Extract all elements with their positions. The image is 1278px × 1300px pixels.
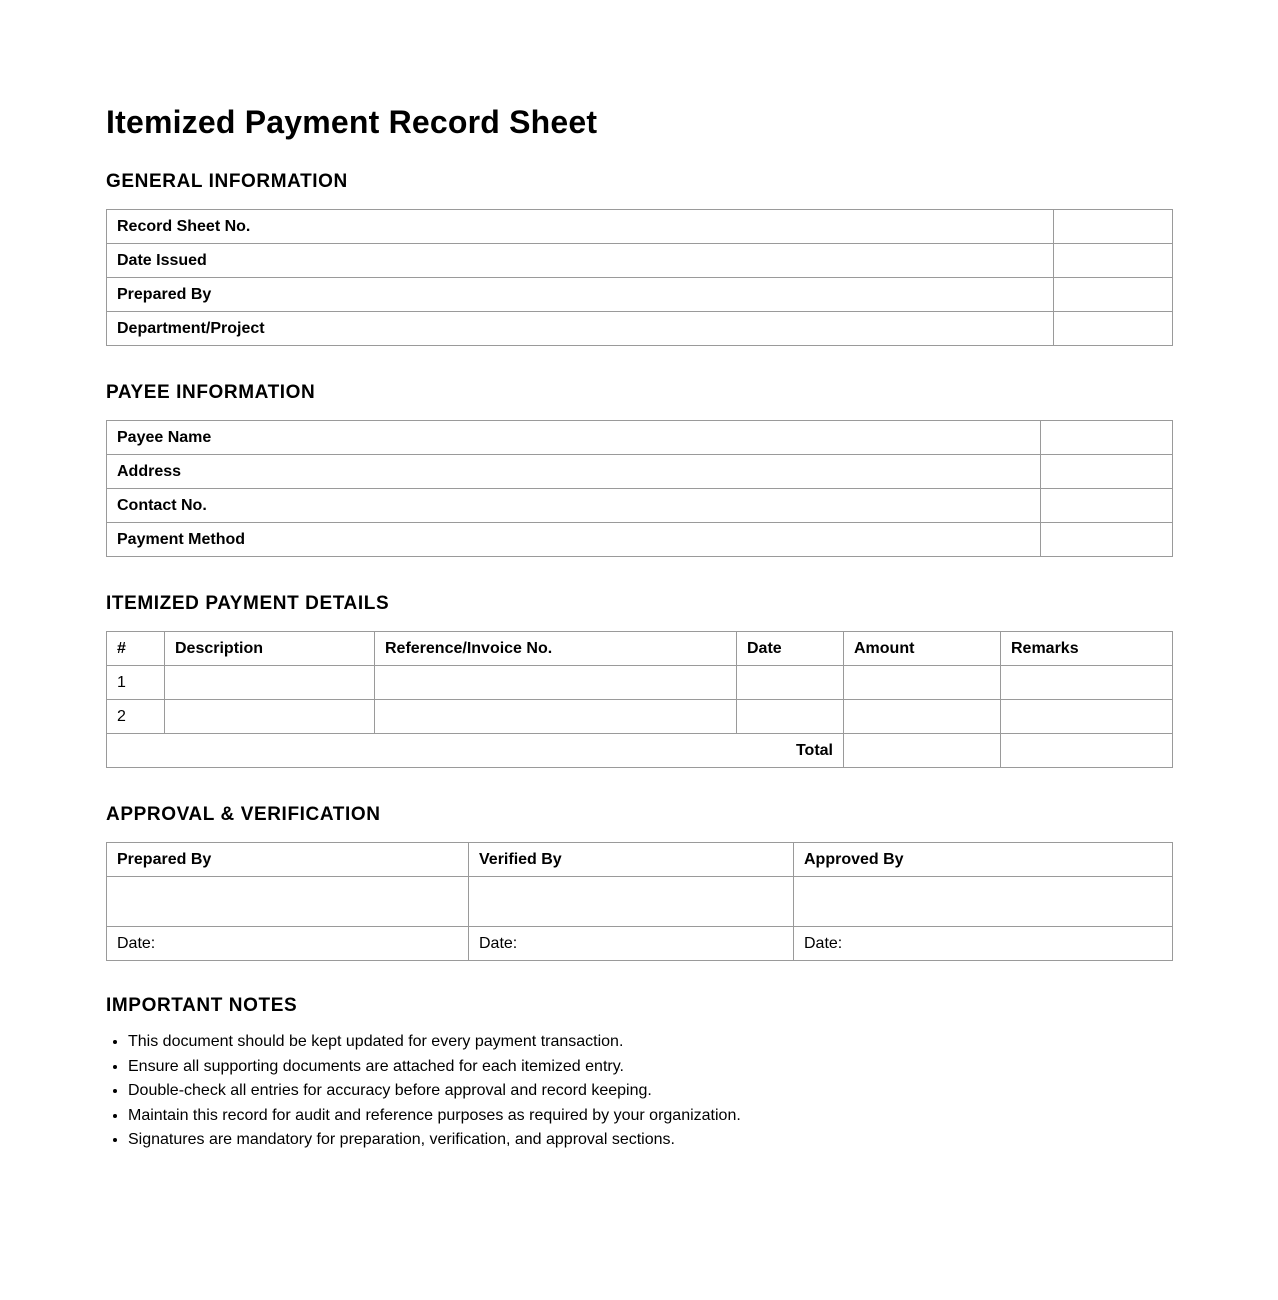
table-row [107, 523, 1173, 557]
payment-method-field[interactable] [1041, 523, 1173, 557]
table-header-row [107, 843, 1173, 877]
address-label: Address [107, 455, 1041, 489]
date-cell[interactable] [737, 666, 844, 700]
reference-cell[interactable] [375, 666, 737, 700]
list-item: • Ensure all supporting documents are attached for each itemized entry. [128, 1055, 741, 1080]
table-row [107, 700, 1173, 734]
column-header-description: Description [165, 632, 375, 666]
prepared-by-field[interactable] [1054, 278, 1173, 312]
payment-method-label: Payment Method [107, 523, 1041, 557]
total-row [107, 734, 1173, 768]
column-header-amount: Amount [844, 632, 1001, 666]
itemized-details-table [106, 631, 1173, 768]
column-header-reference: Reference/Invoice No. [375, 632, 737, 666]
list-item: • This document should be kept updated for every payment transaction. [128, 1030, 741, 1055]
table-header-row [107, 632, 1173, 666]
remarks-cell[interactable] [1001, 666, 1173, 700]
list-item: • Maintain this record for audit and reference purposes as required by your organization. [128, 1104, 741, 1129]
description-cell[interactable] [165, 666, 375, 700]
record-sheet-no-field[interactable] [1054, 210, 1173, 244]
verified-by-signature[interactable] [469, 877, 794, 927]
remarks-cell[interactable] [1001, 700, 1173, 734]
verified-by-header: Verified By [469, 843, 794, 877]
list-item: • Signatures are mandatory for preparation, verification, and approval sections. [128, 1128, 741, 1153]
page-title: Itemized Payment Record Sheet [106, 104, 598, 140]
payee-info-table [106, 420, 1173, 557]
row-number: 2 [107, 700, 165, 734]
payee-name-label: Payee Name [107, 421, 1041, 455]
column-header-remarks: Remarks [1001, 632, 1173, 666]
row-number: 1 [107, 666, 165, 700]
department-project-field[interactable] [1054, 312, 1173, 346]
table-row [107, 666, 1173, 700]
contact-no-field[interactable] [1041, 489, 1173, 523]
table-row [107, 489, 1173, 523]
date-row [107, 927, 1173, 961]
reference-cell[interactable] [375, 700, 737, 734]
prepared-by-date[interactable]: Date: [107, 927, 469, 961]
prepared-by-signature[interactable] [107, 877, 469, 927]
notes-heading: IMPORTANT NOTES [106, 995, 298, 1016]
approval-table [106, 842, 1173, 961]
general-info-table [106, 209, 1173, 346]
approved-by-date[interactable]: Date: [794, 927, 1173, 961]
prepared-by-label: Prepared By [107, 278, 1054, 312]
general-info-heading: GENERAL INFORMATION [106, 171, 348, 192]
notes-list [106, 1030, 741, 1153]
payee-name-field[interactable] [1041, 421, 1173, 455]
amount-cell[interactable] [844, 666, 1001, 700]
prepared-by-header: Prepared By [107, 843, 469, 877]
list-item: • Double-check all entries for accuracy before approval and record keeping. [128, 1079, 741, 1104]
column-header-date: Date [737, 632, 844, 666]
date-issued-field[interactable] [1054, 244, 1173, 278]
date-issued-label: Date Issued [107, 244, 1054, 278]
approved-by-signature[interactable] [794, 877, 1173, 927]
approved-by-header: Approved By [794, 843, 1173, 877]
verified-by-date[interactable]: Date: [469, 927, 794, 961]
table-row [107, 421, 1173, 455]
address-field[interactable] [1041, 455, 1173, 489]
amount-cell[interactable] [844, 700, 1001, 734]
signature-row [107, 877, 1173, 927]
department-project-label: Department/Project [107, 312, 1054, 346]
total-amount-cell[interactable] [844, 734, 1001, 768]
record-sheet-no-label: Record Sheet No. [107, 210, 1054, 244]
table-row [107, 210, 1173, 244]
column-header-number: # [107, 632, 165, 666]
table-row [107, 455, 1173, 489]
total-label: Total [107, 734, 844, 768]
date-cell[interactable] [737, 700, 844, 734]
approval-heading: APPROVAL & VERIFICATION [106, 804, 381, 825]
total-remarks-cell[interactable] [1001, 734, 1173, 768]
payee-info-heading: PAYEE INFORMATION [106, 382, 316, 403]
contact-no-label: Contact No. [107, 489, 1041, 523]
description-cell[interactable] [165, 700, 375, 734]
itemized-details-heading: ITEMIZED PAYMENT DETAILS [106, 593, 390, 614]
table-row [107, 278, 1173, 312]
table-row [107, 244, 1173, 278]
table-row [107, 312, 1173, 346]
